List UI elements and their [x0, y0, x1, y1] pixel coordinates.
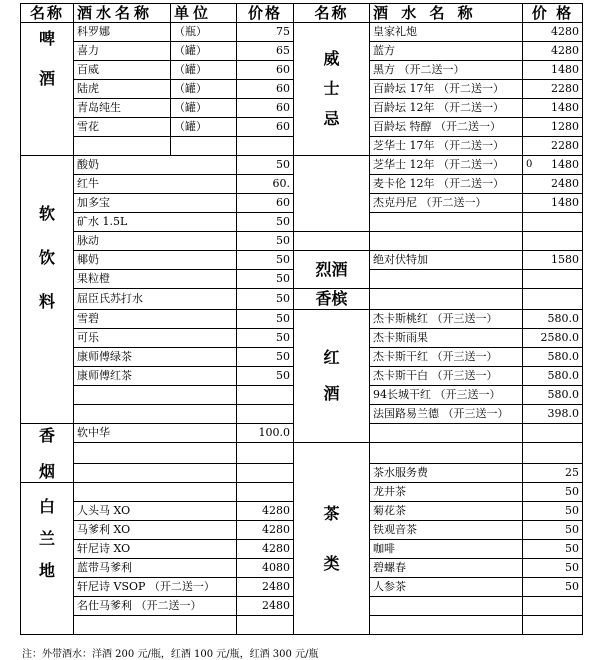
tea-price: 50 — [523, 559, 583, 578]
tea-name: 菊花茶 — [370, 502, 523, 521]
beer-name: 喜力 — [74, 42, 171, 61]
spirits-price: 1580 — [523, 251, 583, 270]
whisky-cat-empty — [294, 156, 370, 232]
soft-drink-price: 50 — [237, 156, 294, 175]
table-row — [21, 232, 583, 251]
soft-drink-price: 50 — [237, 232, 294, 251]
soft-drink-price: 60 — [237, 194, 294, 213]
category-soft-drinks: 软 饮 料 — [21, 156, 74, 424]
whisky-price: 1280 — [523, 118, 583, 137]
wine-price: 580.0 — [523, 386, 583, 405]
beer-name: 青岛纯生 — [74, 99, 171, 118]
soft-drink-name: 酸奶 — [74, 156, 237, 175]
empty-cell — [294, 232, 370, 251]
tea-price: 50 — [523, 502, 583, 521]
empty-cell — [523, 270, 583, 289]
beer-price: 75 — [237, 23, 294, 42]
tobacco-empty — [74, 443, 237, 464]
brandy-price: 4080 — [237, 559, 294, 578]
beer-unit: （罐） — [171, 61, 237, 80]
category-beer: 啤 酒 — [21, 23, 74, 156]
soft-drink-name: 椰奶 — [74, 251, 237, 270]
tea-price: 50 — [523, 521, 583, 540]
brandy-price: 4280 — [237, 540, 294, 559]
tea-price: 50 — [523, 540, 583, 559]
tea-name: 碧螺春 — [370, 559, 523, 578]
brandy-empty — [74, 483, 237, 502]
soft-drink-price: 50 — [237, 251, 294, 270]
tea-name: 人参茶 — [370, 578, 523, 597]
header-drink-name: 酒水名称 — [74, 4, 171, 23]
soft-drink-name: 康师傅绿茶 — [74, 348, 237, 367]
whisky-price: 0 1480 — [523, 156, 583, 175]
soft-drink-price: 50 — [237, 367, 294, 386]
beer-price: 60 — [237, 118, 294, 137]
soft-drink-price: 50 — [237, 348, 294, 367]
soft-drink-price: 60. — [237, 175, 294, 194]
whisky-name: 芝华士 12年 （开二送一） — [370, 156, 523, 175]
tea-name: 龙井茶 — [370, 483, 523, 502]
brandy-price: 4280 — [237, 521, 294, 540]
tea-price: 25 — [523, 464, 583, 483]
empty-cell — [370, 443, 523, 464]
empty-cell — [523, 616, 583, 635]
beer-unit: （罐） — [171, 118, 237, 137]
empty-cell — [523, 213, 583, 232]
beer-unit: （瓶） — [171, 23, 237, 42]
whisky-name: 黑方 （开二送一） — [370, 61, 523, 80]
beer-price: 60 — [237, 99, 294, 118]
whisky-name: 皇家礼炮 — [370, 23, 523, 42]
soft-drink-name: 雪碧 — [74, 310, 237, 329]
table-row — [21, 443, 583, 464]
whisky-name: 蓝方 — [370, 42, 523, 61]
empty-cell — [370, 597, 523, 616]
soft-empty — [237, 405, 294, 424]
brandy-name: 名仕马爹利 （开二送一） — [74, 597, 237, 616]
empty-cell — [370, 270, 523, 289]
soft-drink-price: 50 — [237, 213, 294, 232]
brandy-name: 轩尼诗 VSOP （开二送一） — [74, 578, 237, 597]
beer-name: 陆虎 — [74, 80, 171, 99]
beer-price: 60 — [237, 80, 294, 99]
wine-price: 398.0 — [523, 405, 583, 424]
empty-cell — [370, 213, 523, 232]
category-tea: 茶 类 — [294, 443, 370, 635]
tobacco-empty — [237, 464, 294, 483]
brandy-empty — [237, 616, 294, 635]
beer-name: 百威 — [74, 61, 171, 80]
empty-cell — [523, 289, 583, 310]
soft-empty — [237, 386, 294, 405]
brandy-name: 人头马 XO — [74, 502, 237, 521]
tobacco-empty — [237, 443, 294, 464]
soft-drink-price: 50 — [237, 270, 294, 289]
soft-empty — [74, 405, 237, 424]
whisky-price: 4280 — [523, 42, 583, 61]
brandy-name: 马爹利 XO — [74, 521, 237, 540]
soft-drink-name: 康师傅红茶 — [74, 367, 237, 386]
table-row — [21, 23, 583, 42]
empty-cell — [370, 289, 523, 310]
wine-name: 94长城干红 （开三送一） — [370, 386, 523, 405]
beer-price: 60 — [237, 61, 294, 80]
empty-cell — [523, 424, 583, 443]
beer-name: 科罗娜 — [74, 23, 171, 42]
beer-price: 65 — [237, 42, 294, 61]
beer-empty — [171, 137, 237, 156]
whisky-name: 百龄坛 12年 （开二送一） — [370, 99, 523, 118]
whisky-price: 2480 — [523, 175, 583, 194]
header-name: 名称 — [21, 4, 74, 23]
header-price: 价格 — [237, 4, 294, 23]
category-tobacco: 香 烟 — [21, 424, 74, 483]
tea-name: 咖啡 — [370, 540, 523, 559]
wine-price: 580.0 — [523, 348, 583, 367]
soft-drink-name: 加多宝 — [74, 194, 237, 213]
header-row — [21, 4, 583, 23]
beer-unit: （罐） — [171, 42, 237, 61]
empty-cell — [370, 232, 523, 251]
tobacco-price: 100.0 — [237, 424, 294, 443]
empty-cell — [370, 616, 523, 635]
header-drink-name-right: 酒 水 名 称 — [370, 4, 523, 23]
soft-drink-name: 红牛 — [74, 175, 237, 194]
table-row — [21, 289, 583, 310]
brandy-name: 蓝带马爹利 — [74, 559, 237, 578]
brandy-price: 4280 — [237, 502, 294, 521]
drinks-price-list — [20, 3, 582, 646]
soft-drink-price: 50 — [237, 310, 294, 329]
tea-name: 铁观音茶 — [370, 521, 523, 540]
whisky-price: 1480 — [523, 194, 583, 213]
soft-drink-name: 矿水 1.5L — [74, 213, 237, 232]
empty-cell — [523, 232, 583, 251]
table-row — [21, 156, 583, 175]
wine-price: 580.0 — [523, 310, 583, 329]
menu-table — [20, 3, 583, 635]
whisky-price: 2280 — [523, 80, 583, 99]
whisky-price: 1480 — [523, 61, 583, 80]
soft-drink-name: 果粒橙 — [74, 270, 237, 289]
whisky-price: 1480 — [523, 99, 583, 118]
soft-drink-name: 脉动 — [74, 232, 237, 251]
header-unit: 单位 — [171, 4, 237, 23]
empty-cell — [370, 424, 523, 443]
brandy-price: 2480 — [237, 578, 294, 597]
whisky-name: 百龄坛 17年 （开二送一） — [370, 80, 523, 99]
category-spirits: 烈酒 — [294, 251, 370, 289]
tobacco-name: 软中华 — [74, 424, 237, 443]
category-champagne: 香槟 — [294, 289, 370, 310]
footnote: 注：外带酒水：洋酒 200 元/瓶，红酒 100 元/瓶，红酒 300 元/瓶 — [22, 649, 319, 660]
header-price-right: 价 格 — [523, 4, 583, 23]
header-name-right: 名称 — [294, 4, 370, 23]
category-wine: 红 酒 — [294, 310, 370, 443]
category-whisky: 威 士 忌 — [294, 23, 370, 156]
beer-empty — [74, 137, 171, 156]
tea-name: 茶水服务费 — [370, 464, 523, 483]
whisky-name: 杰克丹尼 （开二送一） — [370, 194, 523, 213]
beer-unit: （罐） — [171, 80, 237, 99]
category-brandy: 白 兰 地 — [21, 483, 74, 635]
whisky-price: 2280 — [523, 137, 583, 156]
table-row — [21, 251, 583, 270]
whisky-name: 芝华士 17年 （开二送一） — [370, 137, 523, 156]
wine-name: 杰卡斯桃红 （开三送一） — [370, 310, 523, 329]
wine-price: 2580.0 — [523, 329, 583, 348]
wine-name: 杰卡斯雨果 — [370, 329, 523, 348]
soft-drink-name: 屈臣氏苏打水 — [74, 289, 237, 310]
wine-name: 杰卡斯干白 （开三送一） — [370, 367, 523, 386]
table-row — [21, 310, 583, 329]
beer-empty — [237, 137, 294, 156]
whisky-name: 百龄坛 特醇 （开二送一） — [370, 118, 523, 137]
beer-unit: （罐） — [171, 99, 237, 118]
wine-name: 杰卡斯干红 （开三送一） — [370, 348, 523, 367]
beer-name: 雪花 — [74, 118, 171, 137]
tobacco-empty — [74, 464, 237, 483]
soft-drink-price: 50 — [237, 329, 294, 348]
soft-drink-price: 50 — [237, 289, 294, 310]
empty-cell — [523, 597, 583, 616]
wine-price: 580.0 — [523, 367, 583, 386]
brandy-empty — [237, 483, 294, 502]
soft-drink-name: 可乐 — [74, 329, 237, 348]
whisky-name: 麦卡伦 12年 （开二送一） — [370, 175, 523, 194]
tea-price: 50 — [523, 578, 583, 597]
brandy-name: 轩尼诗 XO — [74, 540, 237, 559]
wine-name: 法国路易兰德 （开三送一） — [370, 405, 523, 424]
spirits-name: 绝对伏特加 — [370, 251, 523, 270]
whisky-price: 4280 — [523, 23, 583, 42]
brandy-price: 2480 — [237, 597, 294, 616]
brandy-empty — [74, 616, 237, 635]
tea-price: 50 — [523, 483, 583, 502]
soft-empty — [74, 386, 237, 405]
empty-cell — [523, 443, 583, 464]
